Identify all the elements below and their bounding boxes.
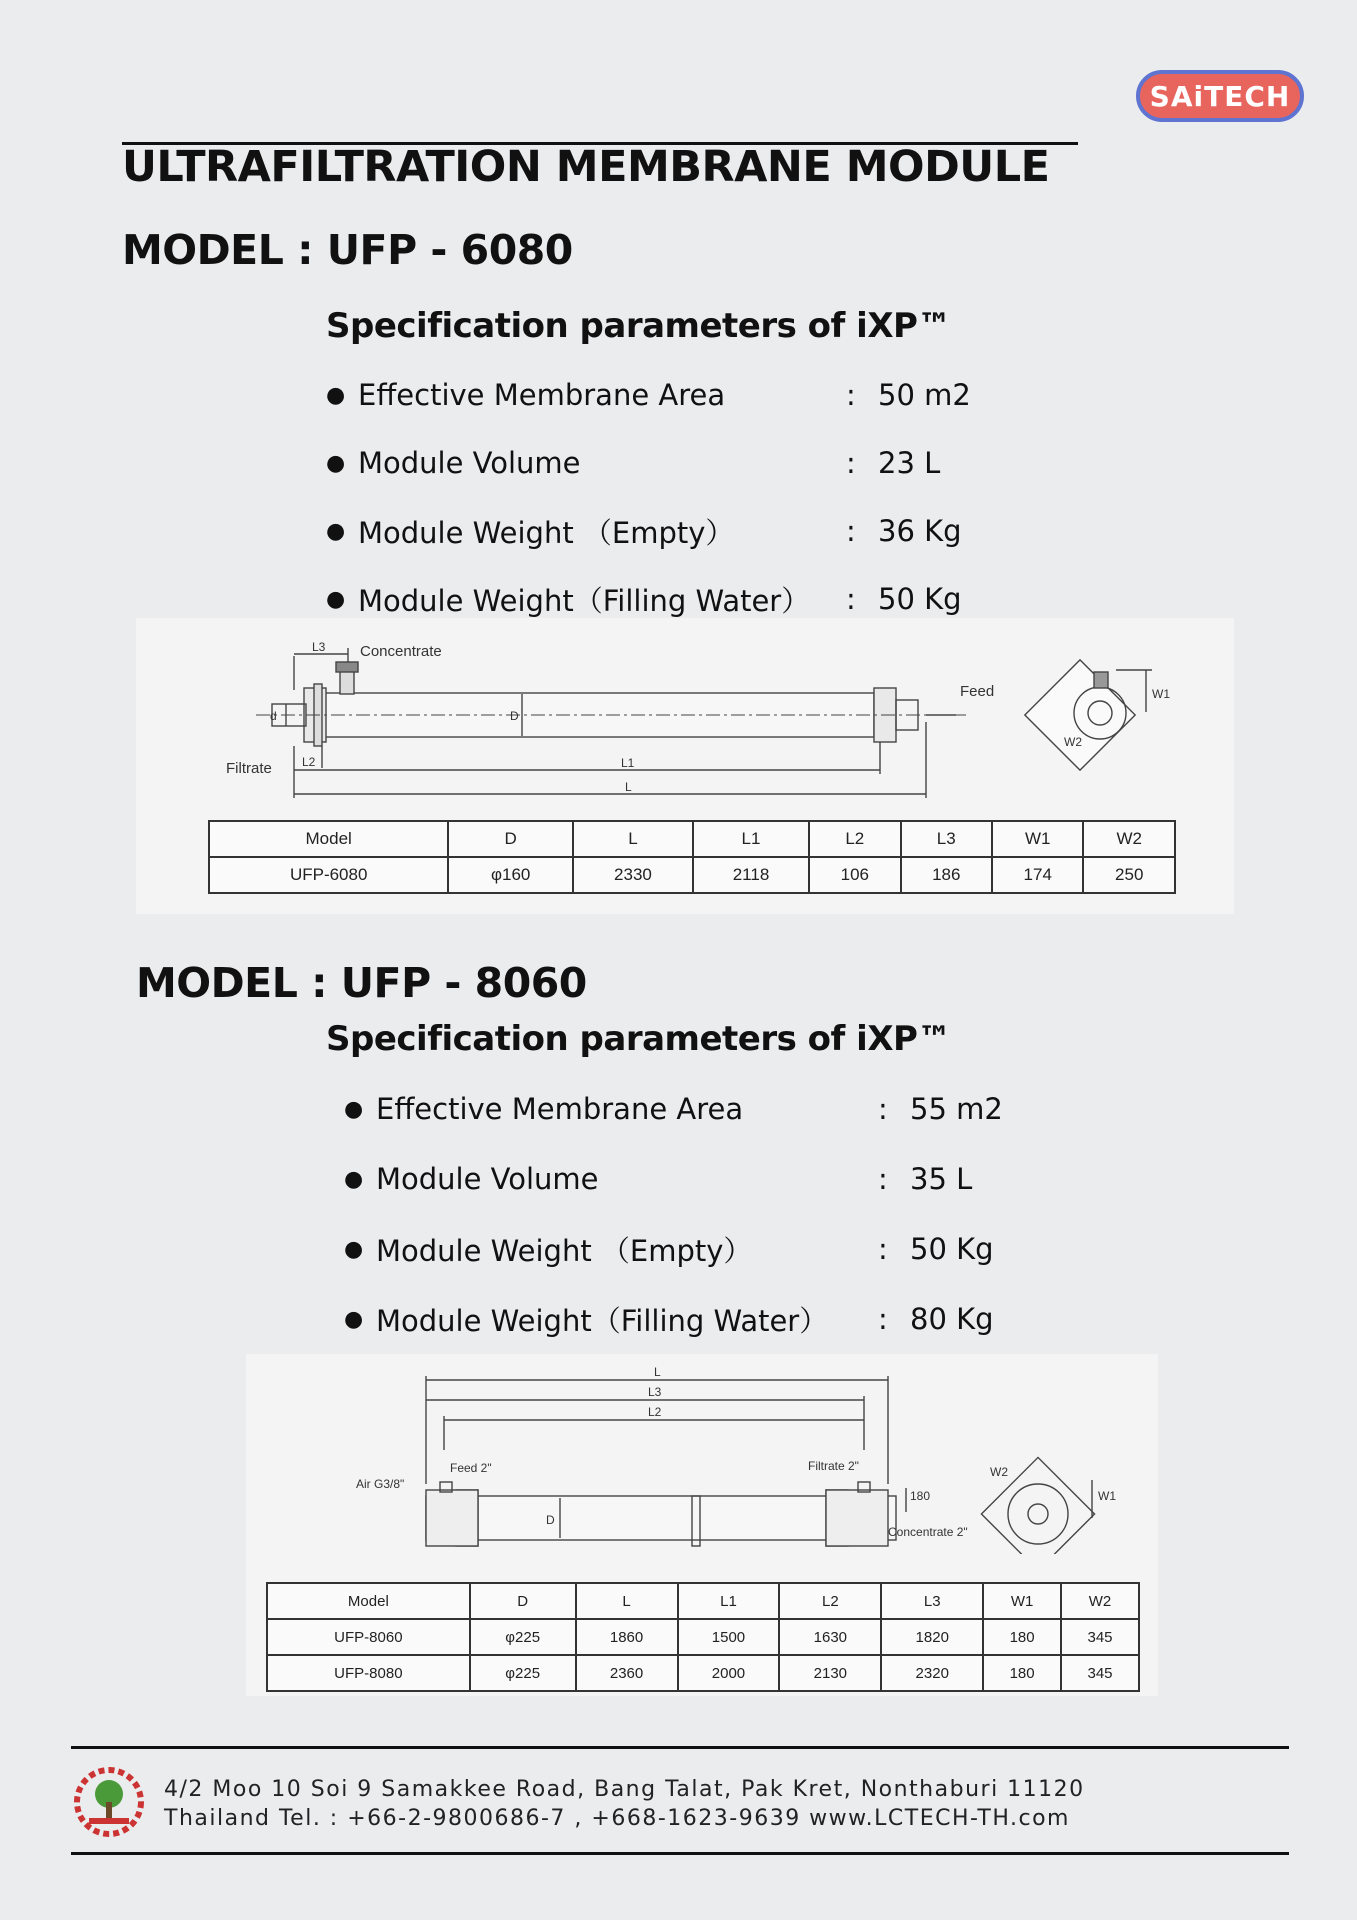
spec-title-6080: Specification parameters of iXP™ [326, 306, 951, 346]
spec-item [326, 511, 1026, 551]
table-header-cell: L2 [779, 1583, 881, 1619]
module-drawing-6080 [136, 618, 1234, 808]
spec-colon: : [846, 514, 856, 548]
table-cell: 345 [1061, 1619, 1139, 1655]
table-cell: UFP-8060 [267, 1619, 470, 1655]
label-l2: L2 [648, 1405, 662, 1419]
spec-colon: : [878, 1232, 888, 1266]
table-header-cell: Model [267, 1583, 470, 1619]
label-l1: L1 [621, 756, 635, 770]
spec-colon: : [846, 582, 856, 616]
spec-value: 23 L [878, 446, 941, 480]
label-feed: Feed 2" [450, 1461, 492, 1475]
spec-colon: : [846, 446, 856, 480]
spec-label: Module Weight （Empty） [358, 515, 735, 550]
spec-label: Module Volume [358, 446, 581, 480]
table-cell: UFP-8080 [267, 1655, 470, 1691]
table-cell: 186 [901, 857, 992, 893]
lc-tech-logo [71, 1764, 147, 1840]
label-d-small: d [270, 709, 277, 723]
spec-item [344, 1299, 1044, 1339]
table-cell: 180 [983, 1655, 1061, 1691]
spec-label: Effective Membrane Area [358, 378, 726, 412]
table-cell: 2320 [881, 1655, 983, 1691]
spec-colon: : [878, 1092, 888, 1126]
table-cell: 1500 [678, 1619, 780, 1655]
table-cell: 345 [1061, 1655, 1139, 1691]
spec-label: Module Weight （Empty） [376, 1233, 753, 1268]
label-w1: W1 [1098, 1489, 1116, 1503]
label-filtrate: Filtrate 2" [808, 1459, 859, 1473]
table-cell: 1630 [779, 1619, 881, 1655]
bullet-icon: ● [326, 450, 346, 476]
spec-label: Module Volume [376, 1162, 599, 1196]
spec-list-6080 [326, 375, 1026, 619]
spec-value: 50 Kg [878, 582, 962, 616]
table-header-cell: L2 [809, 821, 900, 857]
saitech-logo: SAiTECH [1136, 70, 1304, 122]
spec-label: Module Weight（Filling Water） [376, 1303, 829, 1338]
table-header-row [209, 821, 1175, 857]
table-cell: 180 [983, 1619, 1061, 1655]
label-air: Air G3/8" [356, 1477, 405, 1491]
footer-address-line2: Thailand Tel. : +66-2-9800686-7 , +668-1623-9639 www.LCTECH-TH.com [164, 1806, 1070, 1831]
gear-tree-icon [71, 1764, 147, 1840]
spec-value: 36 Kg [878, 514, 962, 548]
spec-table-6080 [208, 820, 1176, 894]
table-header-cell: Model [209, 821, 448, 857]
table-header-cell: L [573, 821, 693, 857]
table-header-cell: W2 [1083, 821, 1175, 857]
table-cell: 2130 [779, 1655, 881, 1691]
model-title-6080: MODEL : UFP - 6080 [122, 226, 573, 274]
table-cell: 2330 [573, 857, 693, 893]
table-cell: 1860 [576, 1619, 678, 1655]
table-header-cell: D [448, 821, 573, 857]
table-header-cell: L [576, 1583, 678, 1619]
spec-value: 35 L [910, 1162, 973, 1196]
spec-item [344, 1089, 1044, 1129]
label-180: 180 [910, 1489, 931, 1503]
table-header-cell: L1 [693, 821, 809, 857]
label-w1: W1 [1152, 687, 1170, 701]
table-row [209, 857, 1175, 893]
spec-label: Module Weight（Filling Water） [358, 583, 811, 618]
spec-item [326, 579, 1026, 619]
table-header-cell: D [470, 1583, 576, 1619]
label-d-big: D [546, 1513, 555, 1527]
table-cell: 174 [992, 857, 1083, 893]
table-cell: φ160 [448, 857, 573, 893]
bullet-icon: ● [344, 1236, 364, 1262]
spec-colon: : [846, 378, 856, 412]
label-w2: W2 [1064, 735, 1082, 749]
spec-item [344, 1159, 1044, 1199]
label-d-big: D [510, 709, 519, 723]
spec-item [326, 375, 1026, 415]
label-concentrate: Concentrate 2" [888, 1525, 968, 1539]
module-drawing-8060 [246, 1354, 1158, 1554]
page-title: ULTRAFILTRATION MEMBRANE MODULE [122, 142, 1050, 192]
table-header-cell: W1 [992, 821, 1083, 857]
label-l2: L2 [302, 755, 316, 769]
footer-address-line1: 4/2 Moo 10 Soi 9 Samakkee Road, Bang Talat, Pak Kret, Nonthaburi 11120 [164, 1777, 1085, 1802]
table-header-cell: L1 [678, 1583, 780, 1619]
bullet-icon: ● [344, 1306, 364, 1332]
spec-value: 55 m2 [910, 1092, 1003, 1126]
table-header-cell: W1 [983, 1583, 1061, 1619]
bullet-icon: ● [326, 586, 346, 612]
spec-list-8060 [344, 1089, 1044, 1339]
label-filtrate: Filtrate [226, 760, 272, 777]
table-header-cell: L3 [881, 1583, 983, 1619]
table-cell: 2118 [693, 857, 809, 893]
spec-table-8060 [266, 1582, 1140, 1692]
label-concentrate: Concentrate [360, 643, 442, 660]
label-feed: Feed [960, 683, 995, 700]
label-l: L [625, 780, 632, 794]
label-l3: L3 [648, 1385, 662, 1399]
model-title-8060: MODEL : UFP - 8060 [136, 959, 587, 1007]
spec-value: 50 Kg [910, 1232, 994, 1266]
diagram-6080 [136, 618, 1234, 914]
table-row [267, 1655, 1139, 1691]
bullet-icon: ● [326, 518, 346, 544]
table-header-cell: L3 [901, 821, 992, 857]
footer-bottom-rule [71, 1852, 1289, 1855]
table-cell: 2360 [576, 1655, 678, 1691]
table-header-cell: W2 [1061, 1583, 1139, 1619]
spec-colon: : [878, 1162, 888, 1196]
spec-value: 80 Kg [910, 1302, 994, 1336]
table-cell: 250 [1083, 857, 1175, 893]
bullet-icon: ● [344, 1096, 364, 1122]
table-cell: 2000 [678, 1655, 780, 1691]
spec-item [326, 443, 1026, 483]
spec-label: Effective Membrane Area [376, 1092, 744, 1126]
diagram-8060 [246, 1354, 1158, 1696]
table-cell: φ225 [470, 1619, 576, 1655]
table-cell: 106 [809, 857, 900, 893]
table-row [267, 1619, 1139, 1655]
table-cell: UFP-6080 [209, 857, 448, 893]
footer-top-rule [71, 1746, 1289, 1749]
spec-colon: : [878, 1302, 888, 1336]
spec-item [344, 1229, 1044, 1269]
table-header-row [267, 1583, 1139, 1619]
label-w2: W2 [990, 1465, 1008, 1479]
table-cell: 1820 [881, 1619, 983, 1655]
label-l: L [654, 1365, 661, 1379]
bullet-icon: ● [326, 382, 346, 408]
bullet-icon: ● [344, 1166, 364, 1192]
spec-title-8060: Specification parameters of iXP™ [326, 1019, 951, 1059]
label-l3: L3 [312, 640, 326, 654]
spec-value: 50 m2 [878, 378, 971, 412]
table-cell: φ225 [470, 1655, 576, 1691]
